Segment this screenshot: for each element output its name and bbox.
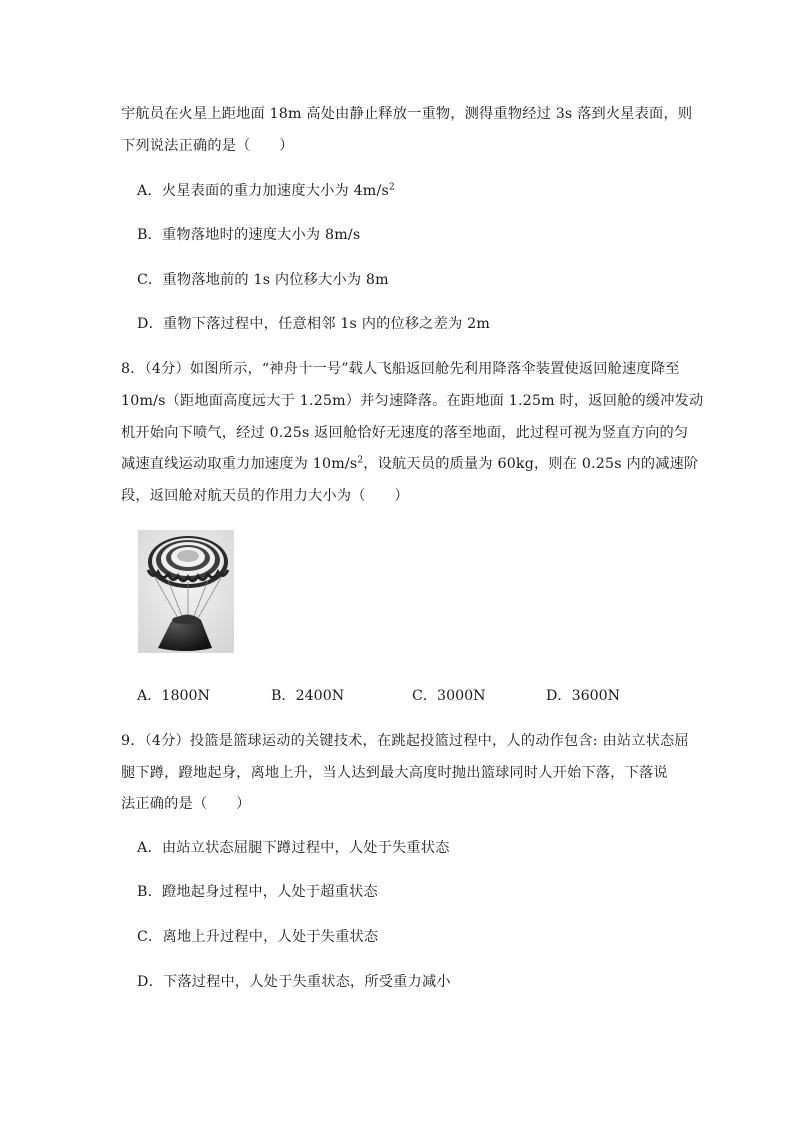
q8-stem-line-4-pre: 减速直线运动取重力加速度为 10m/s (121, 456, 358, 472)
q8-option-c: C．3000N (412, 688, 486, 704)
q7-option-c: C．重物落地前的 1s 内位移大小为 8m (137, 272, 389, 288)
q7-option-d: D．重物下落过程中，任意相邻 1s 内的位移之差为 2m (137, 316, 491, 332)
capsule-parachute-drawing (138, 530, 234, 653)
q8-option-d: D．3600N (546, 688, 621, 704)
q9-stem-line-3: 法正确的是（ ） (121, 796, 251, 812)
q9-option-d: D．下落过程中，人处于失重状态，所受重力减小 (137, 974, 451, 990)
q8-option-b: B．2400N (271, 688, 345, 704)
q7-stem-line-1: 宇航员在火星上距地面 18m 高处由静止释放一重物，测得重物经过 3s 落到火星表面，则 (121, 106, 693, 122)
q8-stem-line-3: 机开始向下喷气，经过 0.25s 返回舱恰好无速度的落至地面，此过程可视为竖直方向的匀 (121, 425, 689, 441)
q8-stem-line-5: 段，返回舱对航天员的作用力大小为（ ） (121, 488, 409, 504)
q8-stem-line-1: 8．（4分）如图所示，“神舟十一号”载人飞船返回舱先利用降落伞装置使返回舱速度降至 (121, 361, 680, 377)
q8-stem-line-2: 10m/s（距地面高度远大于 1.25m）并匀速降落。在距地面 1.25m 时，返回舱的缓冲发动 (121, 393, 704, 409)
q8-stem-line-4-post: ，设航天员的质量为 60kg，则在 0.25s 内的减速阶 (363, 456, 699, 472)
q9-stem-line-2: 腿下蹲，蹬地起身，离地上升，当人达到最大高度时抛出篮球同时人开始下落，下落说 (121, 765, 668, 781)
q8-option-a: A．1800N (137, 688, 210, 704)
q8-stem-line-4 (121, 453, 698, 473)
q7-stem-line-2: 下列说法正确的是（ ） (121, 138, 294, 154)
capsule-parachute-image (138, 530, 234, 653)
q9-option-a: A．由站立状态屈腿下蹲过程中，人处于失重状态 (137, 840, 450, 856)
q7-option-a-text: A．火星表面的重力加速度大小为 4m/s (137, 183, 389, 199)
q8-stem-exponent: 2 (357, 455, 364, 466)
q9-option-b: B．蹬地起身过程中，人处于超重状态 (137, 884, 378, 900)
q9-stem-line-1: 9．（4分）投篮是篮球运动的关键技术，在跳起投篮过程中，人的动作包含: 由站立状态屈 (121, 733, 689, 749)
q7-option-b: B．重物落地时的速度大小为 8m/s (137, 227, 361, 243)
q7-option-a (137, 180, 395, 200)
q7-option-a-exponent: 2 (388, 182, 395, 193)
q9-option-c: C．离地上升过程中，人处于失重状态 (137, 929, 379, 945)
